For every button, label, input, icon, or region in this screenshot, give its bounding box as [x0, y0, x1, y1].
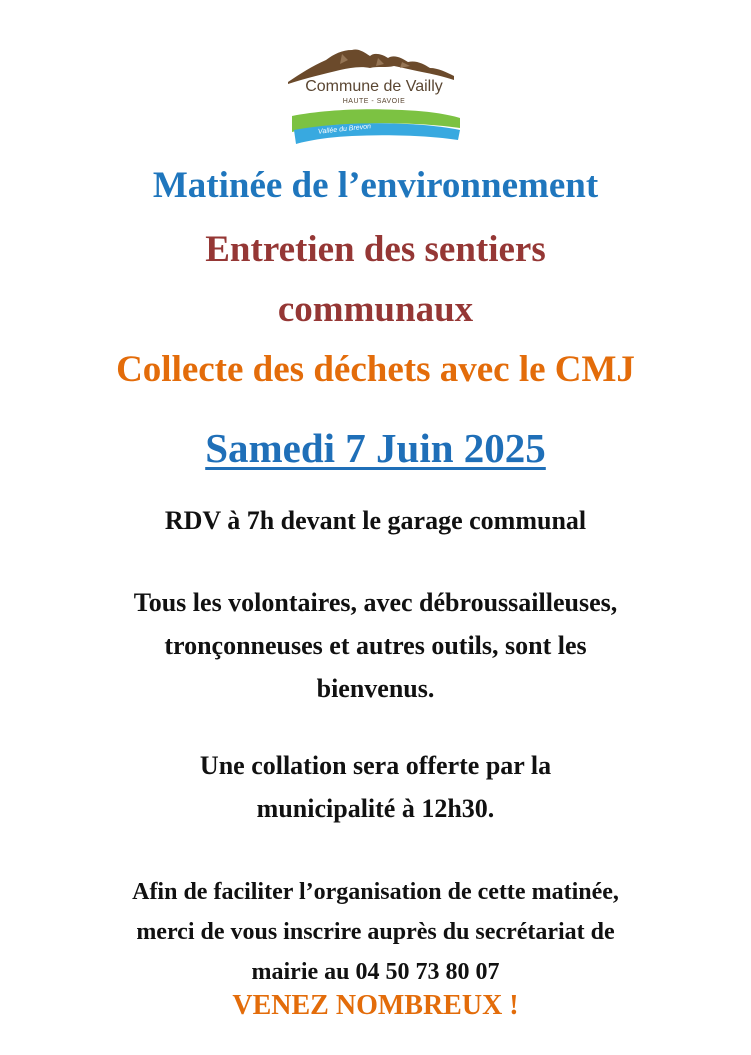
registration-line: merci de vous inscrire auprès du secrétariat de	[136, 919, 615, 945]
commune-logo	[282, 38, 466, 150]
heading-matinee: Matinée de l’environnement	[152, 165, 599, 206]
meeting-info: RDV à 7h devant le garage communal	[164, 506, 587, 535]
heading-entretien: Entretien des sentiers	[205, 229, 546, 270]
logo-valley-label: Vallée du Brevon	[317, 123, 372, 136]
logo-subtitle: HAUTE - SAVOIE	[342, 98, 406, 105]
volunteers-line: Tous les volontaires, avec débroussailleuses,	[133, 588, 618, 617]
heading-collecte: Collecte des déchets avec le CMJ	[116, 349, 635, 390]
registration-line: Afin de faciliter l’organisation de cette matinée,	[132, 879, 619, 905]
snack-line: municipalité à 12h30.	[256, 794, 495, 823]
registration-line: mairie au 04 50 73 80 07	[251, 959, 500, 985]
heading-communaux: communaux	[277, 289, 474, 330]
snack-line: Une collation sera offerte par la	[199, 751, 552, 780]
closing-call: VENEZ NOMBREUX !	[232, 990, 519, 1021]
registration-paragraph	[0, 872, 751, 992]
snack-paragraph	[0, 744, 751, 830]
event-date: Samedi 7 Juin 2025	[205, 425, 546, 471]
volunteers-line: tronçonneuses et autres outils, sont les	[164, 631, 587, 660]
logo-commune-name: Commune de Vailly	[305, 78, 443, 95]
volunteers-paragraph	[0, 581, 751, 710]
volunteers-line: bienvenus.	[316, 674, 435, 703]
